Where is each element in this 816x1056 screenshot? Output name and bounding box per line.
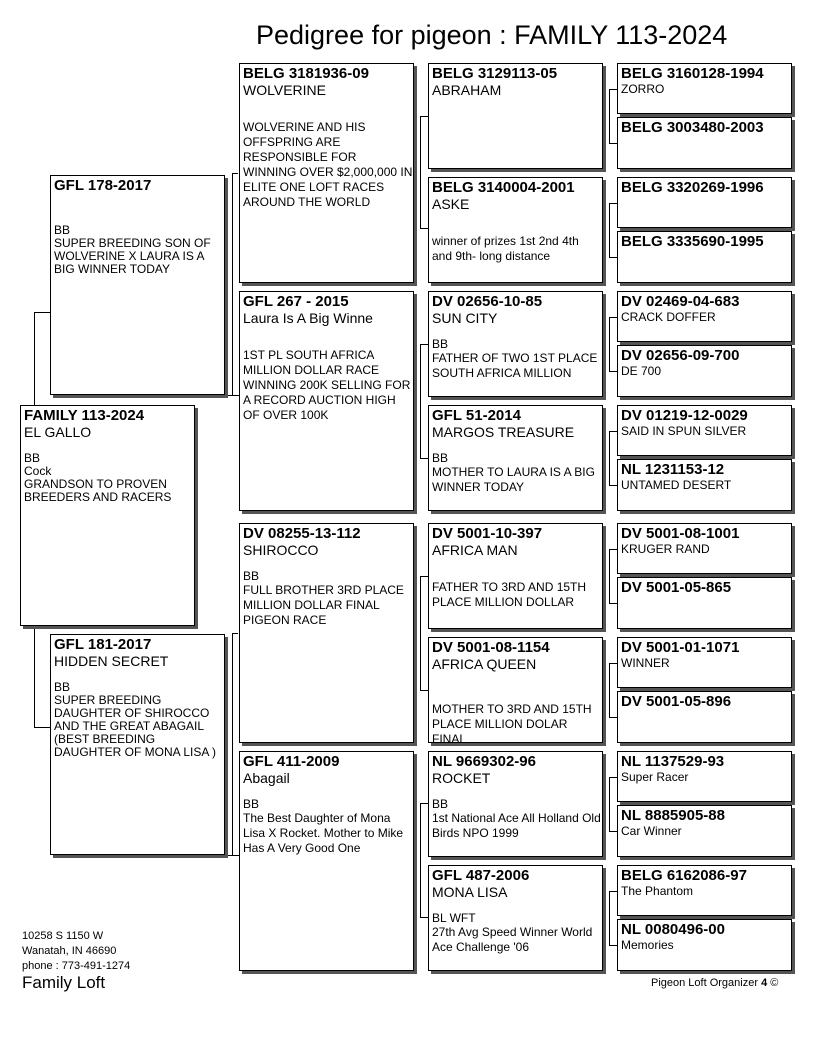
ring-number: GFL 181-2017	[54, 636, 152, 653]
pigeon-name: Car Winner	[621, 824, 682, 838]
pigeon-name: ZORRO	[621, 82, 665, 96]
pigeon-name: MARGOS TREASURE	[432, 424, 575, 440]
pigeon-name: WOLVERINE	[243, 82, 326, 98]
pigeon-name: AFRICA QUEEN	[432, 656, 537, 672]
pigeon-card-gen5-10[interactable]	[617, 577, 792, 629]
ring-number: DV 02656-09-700	[621, 347, 740, 364]
loft-name: Family Loft	[22, 973, 106, 992]
ring-number: DV 5001-01-1071	[621, 639, 740, 656]
copyright-icon: ©	[770, 977, 779, 989]
pigeon-name: Laura Is A Big Winne	[243, 310, 373, 326]
pigeon-card-gen4-5[interactable]	[428, 523, 603, 629]
pigeon-name: CRACK DOFFER	[621, 310, 716, 324]
color-code: BB	[432, 451, 449, 465]
page-title: Pedigree for pigeon : FAMILY 113-2024	[256, 20, 728, 50]
color-code: BB	[243, 797, 260, 811]
ring-number: NL 1137529-93	[621, 753, 725, 770]
pigeon-name: KRUGER RAND	[621, 542, 710, 556]
ring-number: BELG 3181936-09	[243, 65, 369, 82]
color-code: BB	[24, 451, 41, 465]
pigeon-name: Abagail	[243, 770, 290, 786]
pigeon-note: GRANDSON TO PROVEN BREEDERS AND RACERS	[24, 477, 172, 504]
pigeon-card-gen4-8[interactable]	[428, 865, 603, 971]
ring-number: GFL 411-2009	[243, 753, 340, 770]
pigeon-note: FATHER TO 3RD AND 15TH PLACE MILLION DOLLAR	[432, 580, 587, 609]
color-code: BL WFT	[432, 911, 476, 925]
pigeon-card-gen5-7[interactable]	[617, 405, 792, 456]
pigeon-card-gen4-7[interactable]	[428, 751, 603, 857]
ring-number: FAMILY 113-2024	[24, 407, 145, 424]
ring-number: BELG 3003480-2003	[621, 119, 764, 136]
pigeon-note: MOTHER TO LAURA IS A BIG WINNER TODAY	[432, 465, 595, 494]
ring-number: BELG 3129113-05	[432, 65, 558, 82]
pigeon-card-gen4-4[interactable]	[428, 405, 603, 511]
pigeon-card-dam-sire[interactable]	[239, 523, 414, 743]
pigeon-card-gen5-8[interactable]	[617, 459, 792, 511]
ring-number: BELG 3320269-1996	[621, 179, 764, 196]
pigeon-name: HIDDEN SECRET	[54, 653, 169, 669]
pigeon-note: The Best Daughter of Mona Lisa X Rocket. Mother to Mike Has A Very Good One	[243, 811, 404, 855]
pigeon-card-gen5-6[interactable]	[617, 345, 792, 397]
pigeon-card-sire-dam[interactable]	[239, 291, 414, 511]
pigeon-card-subject[interactable]	[20, 405, 195, 626]
ring-number: DV 01219-12-0029	[621, 407, 748, 424]
pigeon-note: FATHER OF TWO 1ST PLACE SOUTH AFRICA MILLION	[432, 351, 598, 380]
ring-number: GFL 178-2017	[54, 177, 152, 194]
ring-number: NL 9669302-96	[432, 753, 536, 770]
pigeon-name: ABRAHAM	[432, 82, 502, 98]
pigeon-card-gen4-1[interactable]	[428, 63, 603, 169]
ring-number: DV 5001-05-896	[621, 693, 732, 710]
pigeon-name: ROCKET	[432, 770, 491, 786]
pigeon-name: SUN CITY	[432, 310, 498, 326]
pigeon-name: DE 700	[621, 364, 662, 378]
software-version: 4	[761, 977, 768, 989]
software-name: Pigeon Loft Organizer	[651, 977, 759, 989]
color-code: BB	[54, 680, 71, 694]
phone-number: phone : 773-491-1274	[22, 960, 131, 972]
pigeon-card-gen5-11[interactable]	[617, 637, 792, 688]
ring-number: NL 8885905-88	[621, 807, 725, 824]
address-line-1: 10258 S 1150 W	[22, 930, 104, 942]
pigeon-card-sire[interactable]	[50, 175, 225, 395]
pigeon-name: SHIROCCO	[243, 542, 319, 558]
pigeon-card-gen4-3[interactable]	[428, 291, 603, 397]
pigeon-name: Super Racer	[621, 770, 689, 784]
pigeon-note: SUPER BREEDING DAUGHTER OF SHIROCCO AND THE GREAT ABAGAIL (BEST BREEDING DAUGHTER OF MONA LISA )	[54, 693, 217, 759]
pigeon-name: ASKE	[432, 196, 470, 212]
pigeon-note: SUPER BREEDING SON OF WOLVERINE X LAURA IS A BIG WINNER TODAY	[54, 236, 211, 276]
ring-number: NL 0080496-00	[621, 921, 725, 938]
ring-number: GFL 51-2014	[432, 407, 521, 424]
pigeon-name: The Phantom	[621, 884, 694, 898]
color-code: BB	[54, 223, 71, 237]
pigeon-name: AFRICA MAN	[432, 542, 518, 558]
pigeon-note: 1ST PL SOUTH AFRICA MILLION DOLLAR RACE WINNING 200K SELLING FOR A RECORD AUCTION HIGH OF OVER 100K	[243, 348, 411, 422]
ring-number: BELG 3335690-1995	[621, 233, 764, 250]
ring-number: NL 1231153-12	[621, 461, 725, 478]
pigeon-card-gen5-2[interactable]	[617, 117, 792, 169]
owner-address	[22, 929, 130, 974]
pigeon-name: UNTAMED DESERT	[621, 478, 732, 492]
pigeon-card-dam-dam[interactable]	[239, 751, 414, 971]
pigeon-name: EL GALLO	[24, 424, 92, 440]
pigeon-card-gen5-3[interactable]	[617, 177, 792, 228]
ring-number: GFL 487-2006	[432, 867, 530, 884]
sex: Cock	[24, 464, 52, 478]
ring-number: DV 5001-08-1154	[432, 639, 550, 656]
color-code: BB	[432, 337, 449, 351]
pigeon-card-gen4-6[interactable]	[428, 637, 603, 743]
pigeon-name: WINNER	[621, 656, 670, 670]
pigeon-card-gen5-12[interactable]	[617, 691, 792, 743]
ring-number: DV 5001-10-397	[432, 525, 543, 542]
ring-number: BELG 3140004-2001	[432, 179, 575, 196]
pigeon-card-gen5-5[interactable]	[617, 291, 792, 342]
pigeon-card-gen5-1[interactable]	[617, 63, 792, 114]
pigeon-card-gen5-16[interactable]	[617, 919, 792, 971]
pigeon-card-gen5-4[interactable]	[617, 231, 792, 283]
pigeon-note: 1st National Ace All Holland Old Birds NPO 1999	[432, 811, 601, 840]
pigeon-note: WOLVERINE AND HIS OFFSPRING ARE RESPONSIBLE FOR WINNING OVER $2,000,000 IN ELITE ONE LOFT RACES AROUND THE WORLD	[243, 120, 413, 209]
pigeon-card-sire-sire[interactable]	[239, 63, 414, 283]
pigeon-note: 27th Avg Speed Winner World Ace Challenge '06	[432, 925, 593, 954]
color-code: BB	[243, 569, 260, 583]
address-line-2: Wanatah, IN 46690	[22, 945, 117, 957]
pigeon-card-gen5-9[interactable]	[617, 523, 792, 574]
ring-number: DV 08255-13-112	[243, 525, 361, 542]
pigeon-card-gen5-13[interactable]	[617, 751, 792, 802]
pigeon-name: SAID IN SPUN SILVER	[621, 424, 747, 438]
color-code: BB	[432, 797, 449, 811]
pigeon-card-dam[interactable]	[50, 634, 225, 855]
pigeon-note: winner of prizes 1st 2nd 4th and 9th- long distance	[432, 234, 579, 263]
pigeon-card-gen5-14[interactable]	[617, 805, 792, 857]
pigeon-name: MONA LISA	[432, 884, 508, 900]
ring-number: BELG 6162086-97	[621, 867, 747, 884]
ring-number: GFL 267 - 2015	[243, 293, 349, 310]
ring-number: BELG 3160128-1994	[621, 65, 764, 82]
pigeon-card-gen5-15[interactable]	[617, 865, 792, 916]
ring-number: DV 5001-08-1001	[621, 525, 740, 542]
pigeon-card-gen4-2[interactable]	[428, 177, 603, 283]
software-credit	[651, 977, 778, 989]
pigeon-name: Memories	[621, 938, 674, 952]
ring-number: DV 02469-04-683	[621, 293, 740, 310]
ring-number: DV 5001-05-865	[621, 579, 732, 596]
pigeon-note: MOTHER TO 3RD AND 15TH PLACE MILLION DOLAR FINAL	[432, 702, 592, 743]
pigeon-note: FULL BROTHER 3RD PLACE MILLION DOLLAR FINAL PIGEON RACE	[243, 583, 404, 627]
ring-number: DV 02656-10-85	[432, 293, 543, 310]
